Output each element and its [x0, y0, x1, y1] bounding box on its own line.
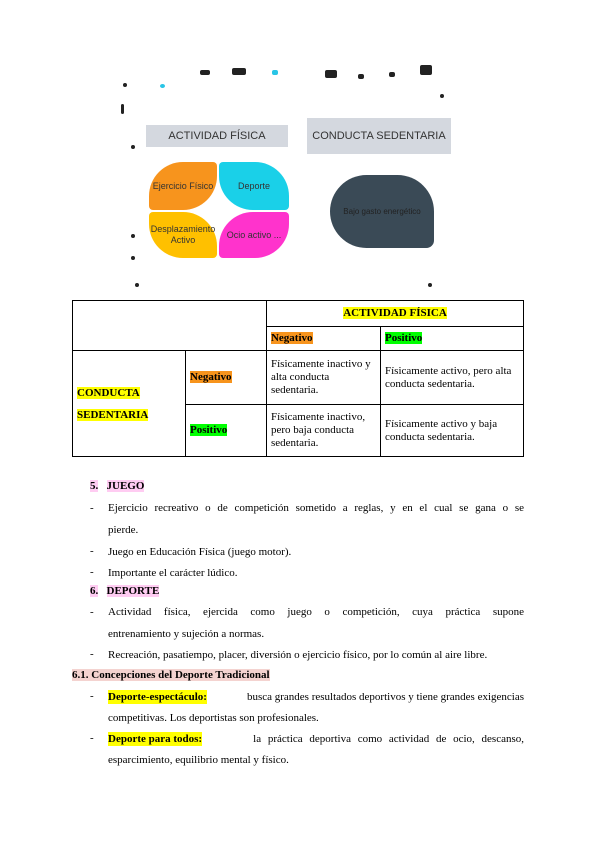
text-fragment — [200, 70, 210, 75]
juego-item-1-line-1: Ejercicio recreativo o de competición sometido a reglas, y en el cual se gana o se — [108, 502, 524, 514]
section-title: JUEGO — [106, 480, 145, 492]
col-header-label: ACTIVIDAD FÍSICA — [343, 307, 447, 319]
col-header-actividad — [266, 301, 523, 327]
cell-pos-neg: Físicamente inactivo, pero baja conducta sedentaria. — [266, 405, 380, 457]
col-negativo — [266, 327, 380, 351]
section-number: 6. — [90, 585, 99, 597]
concepciones-item-1-line-1 — [108, 690, 524, 704]
row-negativo-label: Negativo — [190, 371, 232, 383]
petal-deporte: Deporte — [219, 162, 289, 210]
deporte-item-1-line-2: entrenamiento y sujeción a normas. — [108, 628, 265, 640]
item-1-text: busca grandes resultados deportivos y tiene grandes exigencias — [246, 691, 524, 703]
row-header-label: CONDUCTA SEDENTARIA — [77, 386, 149, 421]
deporte-item-1-line-1: Actividad física, ejercida como juego o competición, cuya práctica supone — [108, 606, 524, 618]
concepciones-heading — [72, 669, 270, 681]
text-fragment — [325, 70, 337, 78]
text-fragment — [358, 74, 364, 79]
juego-item-3: Importante el carácter lúdico. — [108, 567, 238, 579]
conducta-sedentaria-box: CONDUCTA SEDENTARIA — [307, 118, 451, 154]
sedentary-blob: Bajo gasto energético — [330, 175, 434, 248]
concepciones-title: 6.1. Concepciones del Deporte Tradicional — [72, 669, 270, 681]
juego-item-2: Juego en Educación Física (juego motor). — [108, 546, 292, 558]
bullet-dot — [131, 234, 135, 238]
positivo-label: Positivo — [384, 332, 423, 344]
cell-neg-neg: Físicamente inactivo y alta conducta sedentaria. — [266, 351, 380, 405]
bullet-dot — [135, 283, 139, 287]
row-header-conducta — [73, 351, 186, 457]
concepciones-item-2-line-1 — [108, 732, 524, 746]
list-dash: - — [90, 606, 94, 618]
section-deporte-heading — [90, 585, 159, 597]
row-positivo — [186, 405, 267, 457]
list-dash: - — [90, 690, 94, 702]
term-deporte-para-todos: Deporte para todos: — [108, 733, 203, 745]
list-dash: - — [90, 502, 94, 514]
text-fragment — [272, 70, 278, 75]
bullet-dot — [123, 83, 127, 87]
petal-ocio-activo: Ocio activo ... — [219, 212, 289, 258]
col-positivo — [380, 327, 523, 351]
concepciones-item-2-line-2: esparcimiento, equilibrio mental y físico. — [108, 754, 289, 766]
activity-sedentary-matrix — [72, 300, 524, 457]
item-2-text: la práctica deportiva como actividad de ocio, descanso, — [253, 733, 524, 745]
empty-corner-cell — [73, 301, 267, 351]
list-dash: - — [90, 648, 94, 660]
bullet-dot — [131, 145, 135, 149]
term-deporte-espectaculo: Deporte-espectáculo: — [108, 691, 207, 703]
negativo-label: Negativo — [270, 332, 313, 344]
bullet-dot — [131, 256, 135, 260]
list-dash: - — [90, 566, 94, 578]
petal-ejercicio-fisico: Ejercicio Físico — [149, 162, 217, 210]
text-fragment — [389, 72, 395, 77]
bullet-dot — [428, 283, 432, 287]
juego-item-1-line-2: pierde. — [108, 524, 139, 536]
petal-desplazamiento-activo: Desplazamiento Activo — [149, 212, 217, 258]
text-fragment — [420, 65, 432, 75]
deporte-item-2: Recreación, pasatiempo, placer, diversión o ejercicio físico, por lo común al aire libre. — [108, 649, 488, 661]
actividad-fisica-box: ACTIVIDAD FÍSICA — [146, 125, 288, 147]
text-fragment — [232, 68, 246, 75]
row-negativo — [186, 351, 267, 405]
row-positivo-label: Positivo — [190, 424, 228, 436]
list-dash: - — [90, 545, 94, 557]
list-dash: - — [90, 732, 94, 744]
section-number: 5. — [90, 480, 99, 492]
section-title: DEPORTE — [106, 585, 160, 597]
text-fragment — [160, 84, 165, 88]
cell-pos-pos: Físicamente activo y baja conducta sedentaria. — [380, 405, 523, 457]
cell-neg-pos: Físicamente activo, pero alta conducta sedentaria. — [380, 351, 523, 405]
bullet-dot — [440, 94, 444, 98]
text-fragment — [121, 104, 124, 114]
concepciones-item-1-line-2: competitivas. Los deportistas son profesionales. — [108, 712, 319, 724]
section-juego-heading — [90, 480, 144, 492]
